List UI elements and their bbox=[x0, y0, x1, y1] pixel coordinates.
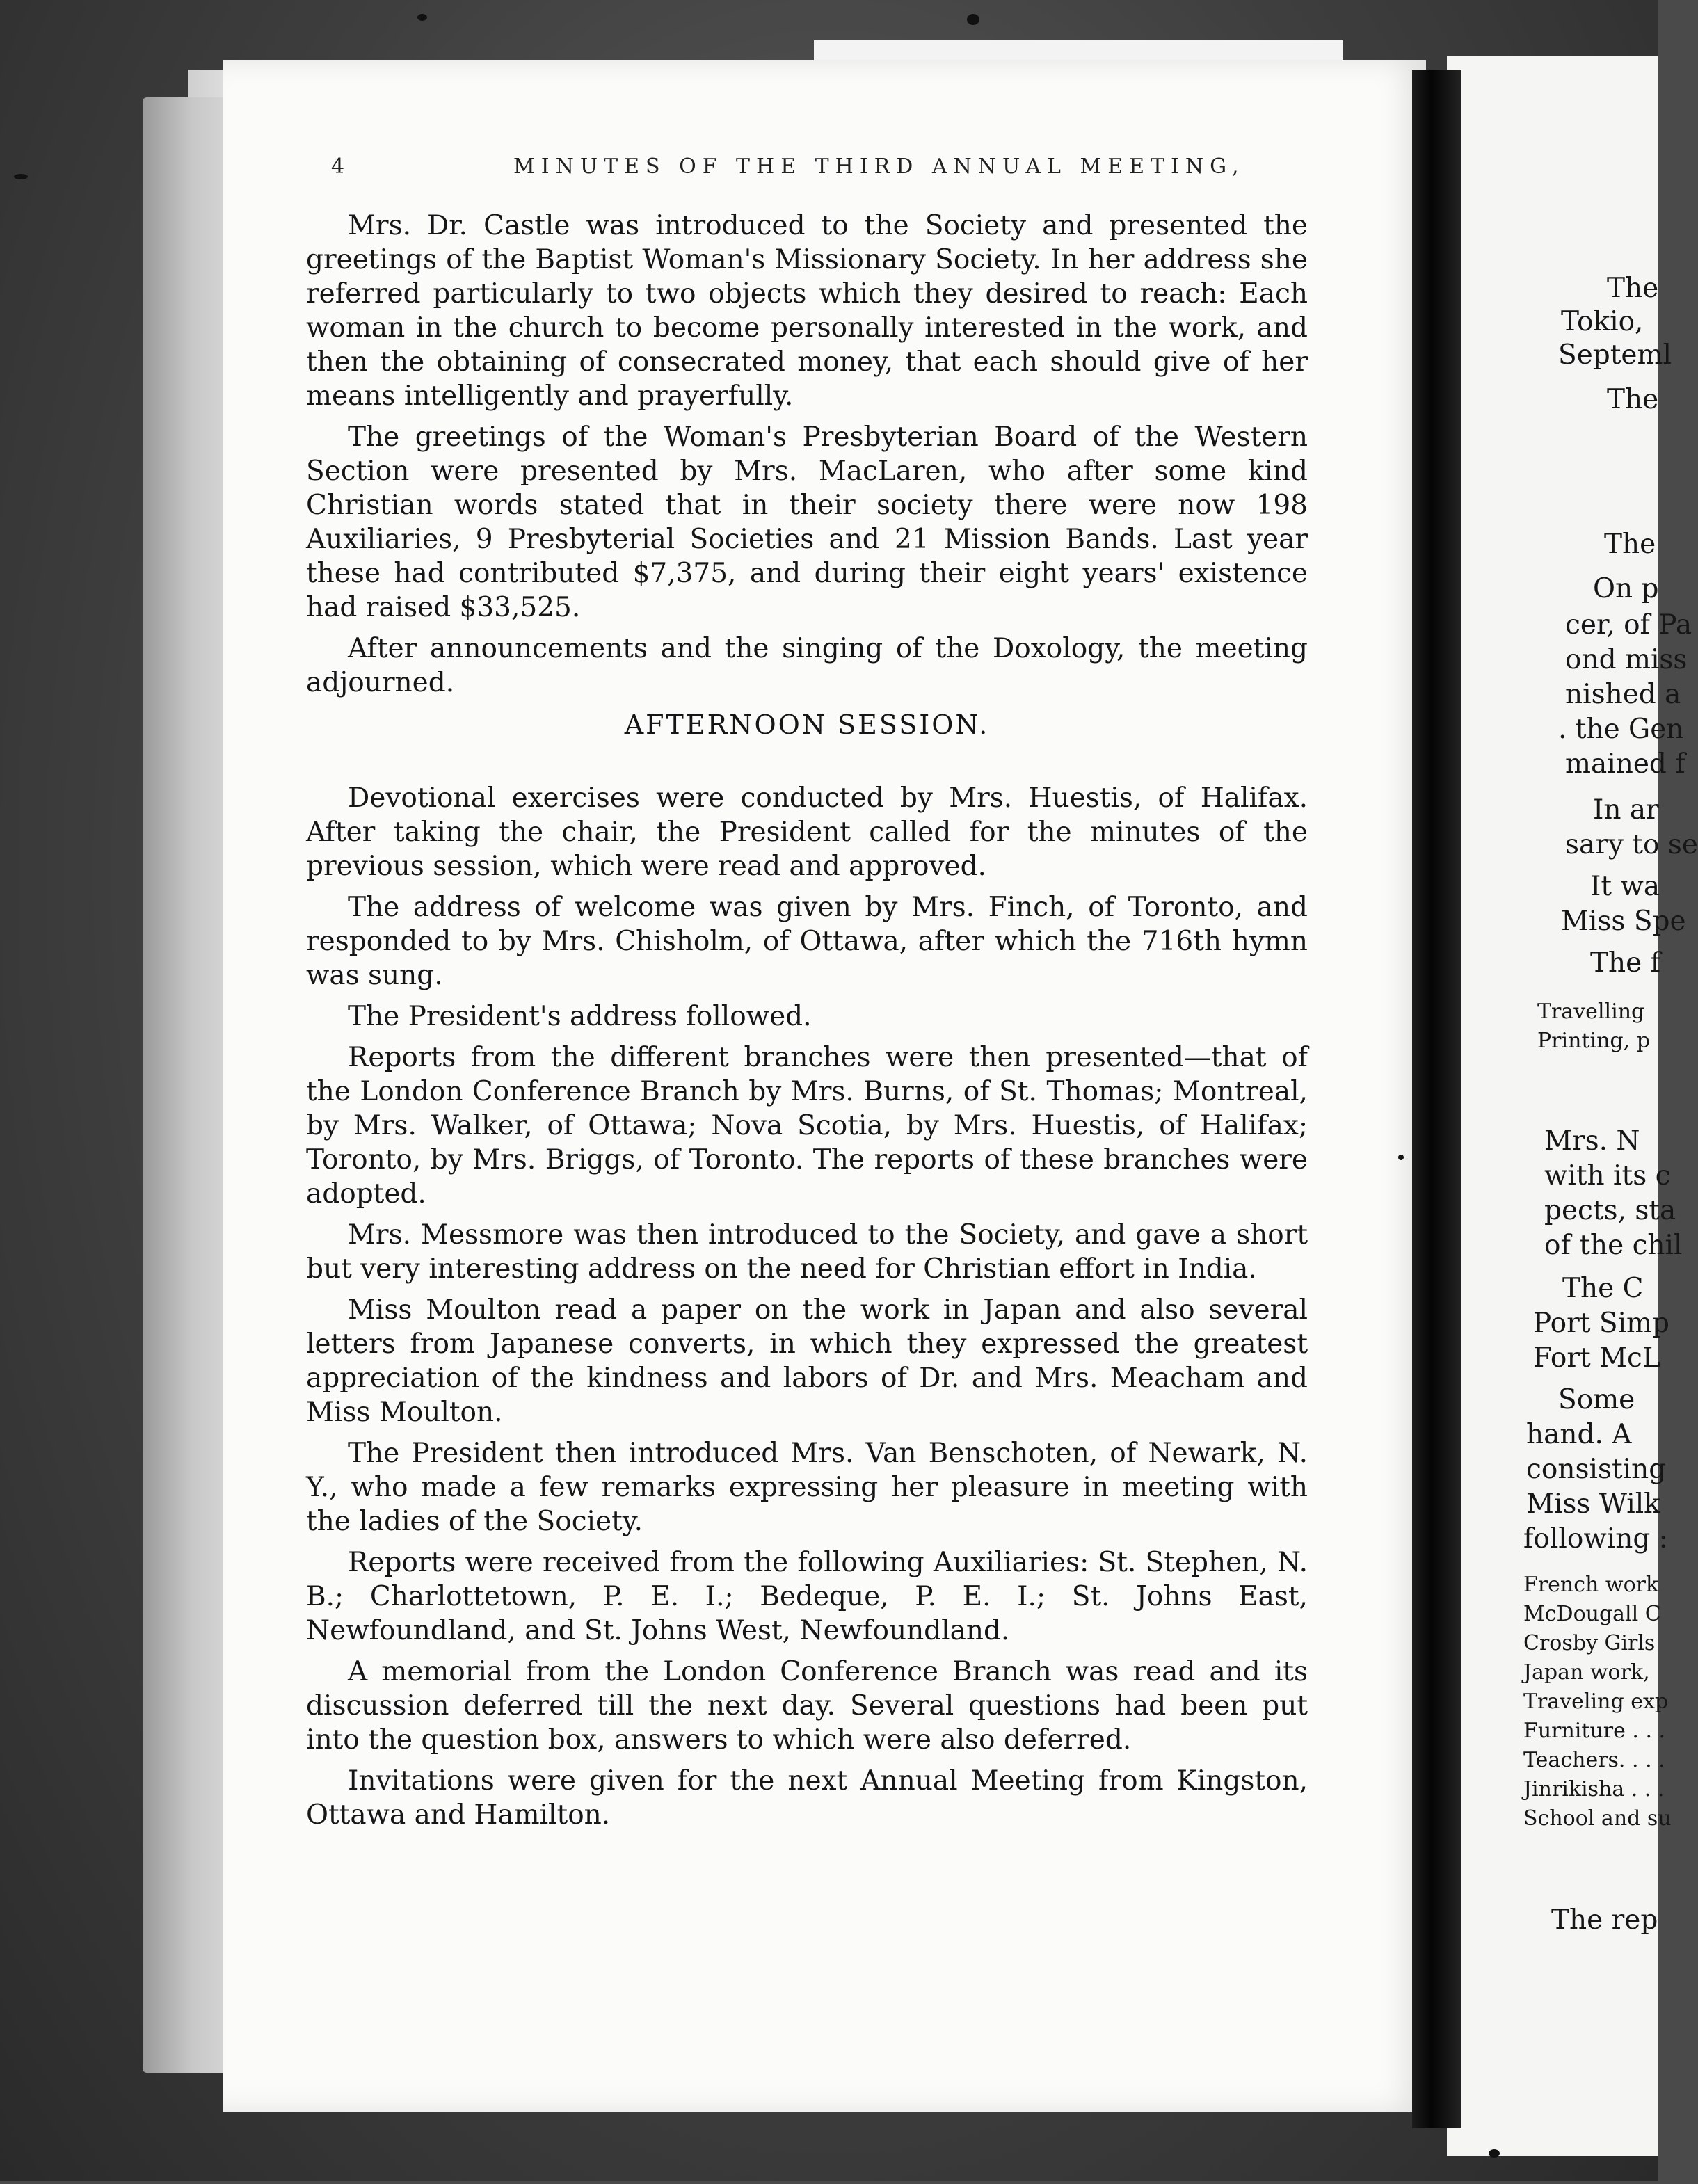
right-fragment: mained f bbox=[1565, 748, 1685, 780]
dust-speck bbox=[1398, 1155, 1404, 1160]
dust-speck bbox=[14, 174, 28, 179]
right-page-text bbox=[1523, 271, 1698, 2184]
running-head bbox=[331, 154, 1305, 182]
paragraph: Reports were received from the following Auxiliaries: St. Stephen, N. B.; Charlottetown, P. E. I.; Bedeque, P. E. I.; St. Johns East, Newfoundland, and St. Johns West, Newfoundland. bbox=[306, 1547, 1308, 1646]
right-fragment: Miss Wilk bbox=[1526, 1488, 1660, 1520]
book-gutter bbox=[1412, 70, 1461, 2128]
right-fragment: The f bbox=[1590, 947, 1661, 979]
right-fragment: Travelling bbox=[1537, 999, 1645, 1024]
dust-speck bbox=[417, 14, 427, 21]
dust-speck bbox=[1489, 2149, 1500, 2158]
paragraph: Devotional exercises were conducted by Mrs. Huestis, of Halifax. After taking the chair, the President called for the minutes of the previous session, which were read and approved. bbox=[306, 782, 1308, 882]
paragraph: After announcements and the singing of the Doxology, the meeting adjourned. bbox=[306, 633, 1308, 698]
paragraph: Mrs. Dr. Castle was introduced to the Society and presented the greetings of the Baptist Woman's Missionary Society. In her address she referred particularly to two objects which they desired to reach: Each woman in the church to become personally interested in the work, and then the obtaining of consecrated money, that each should give of her means intelligently and prayerfully. bbox=[306, 210, 1308, 412]
right-fragment: The bbox=[1604, 529, 1656, 560]
paragraph: The President's address followed. bbox=[348, 1001, 812, 1032]
right-fragment: Mrs. N bbox=[1544, 1125, 1640, 1157]
right-fragment: Traveling exp bbox=[1523, 1689, 1669, 1714]
right-fragment: Printing, p bbox=[1537, 1029, 1650, 1053]
right-fragment: In ar bbox=[1593, 794, 1659, 826]
right-fragment: French work bbox=[1523, 1573, 1659, 1597]
right-fragment: School and su bbox=[1523, 1806, 1672, 1831]
right-fragment: The C bbox=[1562, 1273, 1644, 1304]
right-fragment: hand. A bbox=[1526, 1419, 1632, 1450]
right-fragment: nished a bbox=[1565, 679, 1681, 710]
right-fragment: Jinrikisha . . . bbox=[1523, 1777, 1665, 1801]
right-fragment: Some bbox=[1558, 1384, 1635, 1415]
right-fragment: Japan work, bbox=[1523, 1660, 1650, 1685]
paragraph: Reports from the different branches were then presented—that of the London Conference Branch by Mrs. Burns, of St. Thomas; Montreal, by Mrs. Walker, of Ottawa; Nova Scotia, by Mrs. Huestis, of Halifax; Toronto, by Mrs. Briggs, of Toronto. The reports of these branches were adopted. bbox=[306, 1042, 1308, 1210]
page-number: 4 bbox=[331, 154, 345, 179]
right-fragment: of the chil bbox=[1544, 1230, 1683, 1261]
right-fragment: Tokio, bbox=[1561, 306, 1644, 337]
right-fragment: Miss Spe bbox=[1561, 906, 1686, 937]
right-fragment: The rep bbox=[1551, 1904, 1658, 1936]
right-fragment: ond miss bbox=[1565, 644, 1688, 675]
right-fragment: The bbox=[1607, 273, 1659, 304]
right-fragment: pects, sta bbox=[1544, 1195, 1676, 1226]
right-fragment: It wa bbox=[1590, 871, 1660, 902]
right-fragment: On p bbox=[1593, 573, 1659, 604]
right-fragment: cer, of Pa bbox=[1565, 609, 1692, 641]
paragraph: The President then introduced Mrs. Van Benschoten, of Newark, N. Y., who made a few remarks expressing her pleasure in meeting with the ladies of the Society. bbox=[306, 1438, 1308, 1537]
paragraph: Invitations were given for the next Annual Meeting from Kingston, Ottawa and Hamilton. bbox=[306, 1765, 1308, 1831]
right-fragment: . the Gen bbox=[1558, 714, 1684, 745]
right-fragment: The bbox=[1607, 384, 1659, 415]
paragraph: The greetings of the Woman's Presbyterian Board of the Western Section were presented by Mrs. MacLaren, who after some kind Christian words stated that in their society there were now 198 Auxiliaries, 9 Presbyterial Societies and 21 Mission Bands. Last year these had contributed $7,375, and during their eight years' existence had raised $33,525. bbox=[306, 421, 1308, 623]
right-fragment: Septeml bbox=[1558, 339, 1672, 371]
right-fragment: Port Simp bbox=[1533, 1308, 1669, 1339]
right-fragment: with its c bbox=[1544, 1160, 1671, 1191]
main-text-column bbox=[306, 209, 1308, 1839]
right-fragment: following : bbox=[1523, 1523, 1668, 1555]
paragraph: Mrs. Messmore was then introduced to the Society, and gave a short but very interesting address on the need for Christian effort in India. bbox=[306, 1219, 1308, 1285]
right-fragment: consisting bbox=[1526, 1454, 1667, 1485]
paragraph: The address of welcome was given by Mrs. Finch, of Toronto, and responded to by Mrs. Chisholm, of Ottawa, after which the 716th hymn was sung. bbox=[306, 892, 1308, 991]
running-head-title: MINUTES OF THE THIRD ANNUAL MEETING, bbox=[513, 154, 1245, 179]
right-fragment: Furniture . . . bbox=[1523, 1719, 1666, 1743]
right-fragment: sary to se bbox=[1565, 829, 1698, 860]
dust-speck bbox=[967, 14, 979, 25]
section-heading: AFTERNOON SESSION. bbox=[624, 709, 990, 740]
right-fragment: Teachers. . . . bbox=[1523, 1748, 1665, 1772]
paragraph: A memorial from the London Conference Branch was read and its discussion deferred till the next day. Several questions had been put into the question box, answers to which were also deferred. bbox=[306, 1656, 1308, 1756]
right-fragment: Fort McL bbox=[1533, 1342, 1660, 1374]
right-fragment: Crosby Girls bbox=[1523, 1631, 1656, 1655]
paragraph: Miss Moulton read a paper on the work in Japan and also several letters from Japanese converts, in which they expressed the greatest appreciation of the kindness and labors of Dr. and Mrs. Meacham and Miss Moulton. bbox=[306, 1294, 1308, 1428]
right-fragment: McDougall C bbox=[1523, 1602, 1661, 1626]
